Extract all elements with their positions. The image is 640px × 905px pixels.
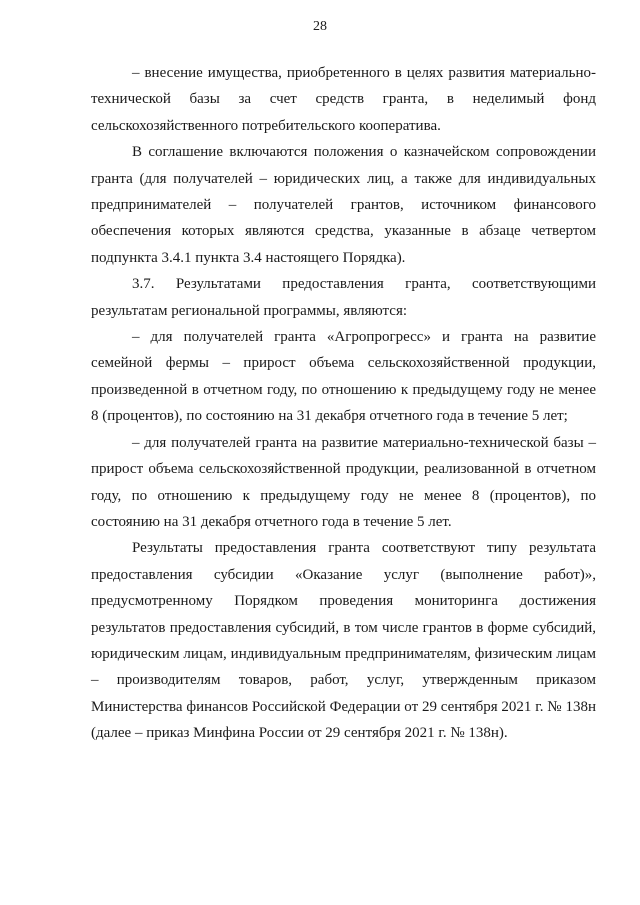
paragraph-mtb-results: – для получателей гранта на развитие материально-технической базы – прирост объема сельскохозяйственной продукции, реализованной в отчетном году, по отношению к предыдущему году не менее 8 (процентов), по состоянию на 31 декабря отчетного года в течение 5 лет. (91, 434, 596, 530)
paragraph-property-contribution: – внесение имущества, приобретенного в целях развития материально-технической базы за счет средств гранта, в неделимый фонд сельскохозяйственного потребительского кооператива. (91, 65, 596, 134)
paragraph-clause-3-7: 3.7. Результатами предоставления гранта, соответствующими результатам региональной программы, являются: (91, 276, 596, 319)
document-body (91, 60, 596, 747)
paragraph-treasury-support: В соглашение включаются положения о казначейском сопровождении гранта (для получателей – юридических лиц, а также для индивидуальных предпринимателей – получателей грантов, источником финансового обеспечения которых являются средства, указанные в абзаце четвертом подпункта 3.4.1 пункта 3.4 настоящего Порядка). (91, 144, 596, 266)
paragraph-result-type: Результаты предоставления гранта соответствуют типу результата предоставления субсидии «Оказание услуг (выполнение работ)», предусмотренному Порядком проведения мониторинга достижения результатов предоставления субсидий, в том числе грантов в форме субсидий, юридическим лицам, индивидуальным предпринимателям, физическим лицам – производителям товаров, работ, услуг, утвержденным приказом Министерства финансов Российской Федерации от 29 сентября 2021 г. № 138н (далее – приказ Минфина России от 29 сентября 2021 г. № 138н). (91, 540, 596, 742)
paragraph-agroprogress-results: – для получателей гранта «Агропрогресс» и гранта на развитие семейной фермы – прирост объема сельскохозяйственной продукции, произведенной в отчетном году, по отношению к предыдущему году не менее 8 (процентов), по состоянию на 31 декабря отчетного года в течение 5 лет; (91, 329, 596, 425)
page-number: 28 (313, 19, 327, 34)
